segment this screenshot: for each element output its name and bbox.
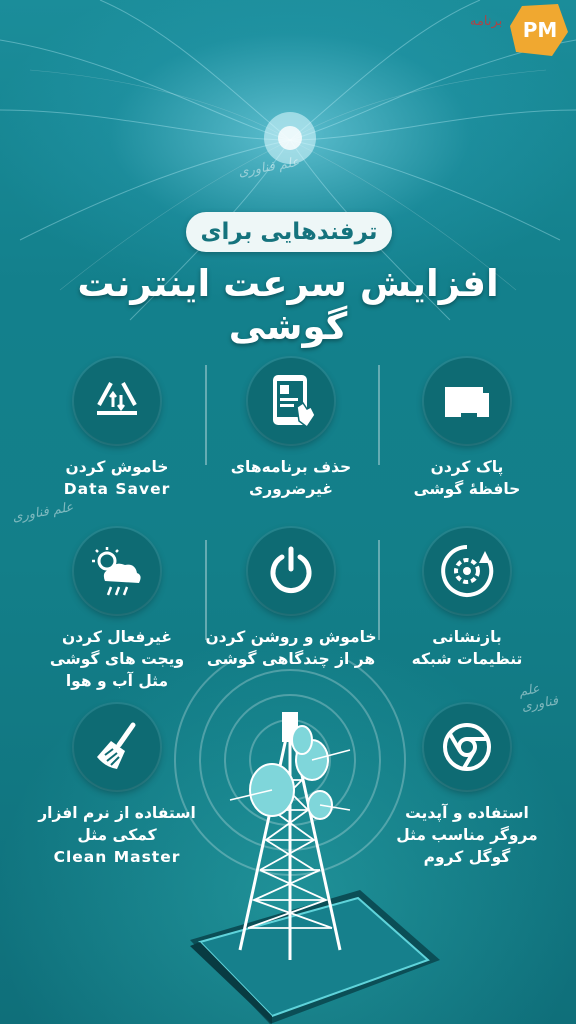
tip-line: غیرضروری bbox=[249, 480, 333, 498]
tip-line: تنظیمات شبکه bbox=[411, 650, 523, 668]
tip-line: گوگل کروم bbox=[423, 848, 511, 866]
tip-line: مثل آب و هوا bbox=[65, 672, 169, 690]
tip-reset-network bbox=[382, 528, 552, 670]
tip-line: غیرفعال کردن bbox=[62, 628, 172, 646]
tip-line: بازنشانی bbox=[432, 628, 502, 646]
tip-line: ویجت های گوشی bbox=[49, 650, 185, 668]
tip-line: Data Saver bbox=[63, 480, 171, 498]
tip-line: حذف برنامه‌های bbox=[230, 458, 352, 476]
tip-line: پاک کردن bbox=[430, 458, 504, 476]
pm-logo-badge bbox=[508, 2, 572, 58]
reset-gear-icon bbox=[424, 528, 510, 614]
tip-line: استفاده از نرم افزار bbox=[38, 804, 196, 822]
tip-line: خاموش و روشن کردن bbox=[205, 628, 377, 646]
logo-badge-text: PM bbox=[522, 18, 558, 42]
brand-name: برنامه bbox=[470, 14, 503, 29]
power-icon bbox=[248, 528, 334, 614]
tip-clear-storage bbox=[382, 358, 552, 500]
tip-line: کمکی مثل bbox=[77, 826, 157, 844]
subtitle-pill: ترفندهایی برای bbox=[186, 212, 392, 252]
tip-line: استفاده و آپدیت bbox=[405, 804, 529, 822]
tip-line: خاموش کردن bbox=[65, 458, 169, 476]
watermark: علم فناوری bbox=[11, 499, 75, 526]
tip-line: مروگر مناسب مثل bbox=[396, 826, 538, 844]
tip-line: Clean Master bbox=[53, 848, 181, 866]
signal-tower-illustration bbox=[160, 660, 460, 1024]
watermark: علم فناوری bbox=[517, 681, 560, 715]
broom-icon bbox=[74, 704, 160, 790]
recycle-icon bbox=[74, 358, 160, 444]
divider bbox=[378, 365, 380, 465]
sd-card-icon bbox=[424, 358, 510, 444]
phone-delete-app-icon bbox=[248, 358, 334, 444]
tip-restart-phone bbox=[206, 528, 376, 670]
tip-line: هر از چندگاهی گوشی bbox=[206, 650, 376, 668]
tip-line: حافظۀ گوشی bbox=[413, 480, 521, 498]
tip-delete-apps bbox=[206, 358, 376, 500]
divider bbox=[378, 540, 380, 640]
tip-data-saver bbox=[32, 358, 202, 500]
weather-icon bbox=[74, 528, 160, 614]
watermark: علم فناوری bbox=[237, 154, 301, 181]
page-title: افزایش سرعت اینترنت گوشی bbox=[77, 262, 499, 348]
